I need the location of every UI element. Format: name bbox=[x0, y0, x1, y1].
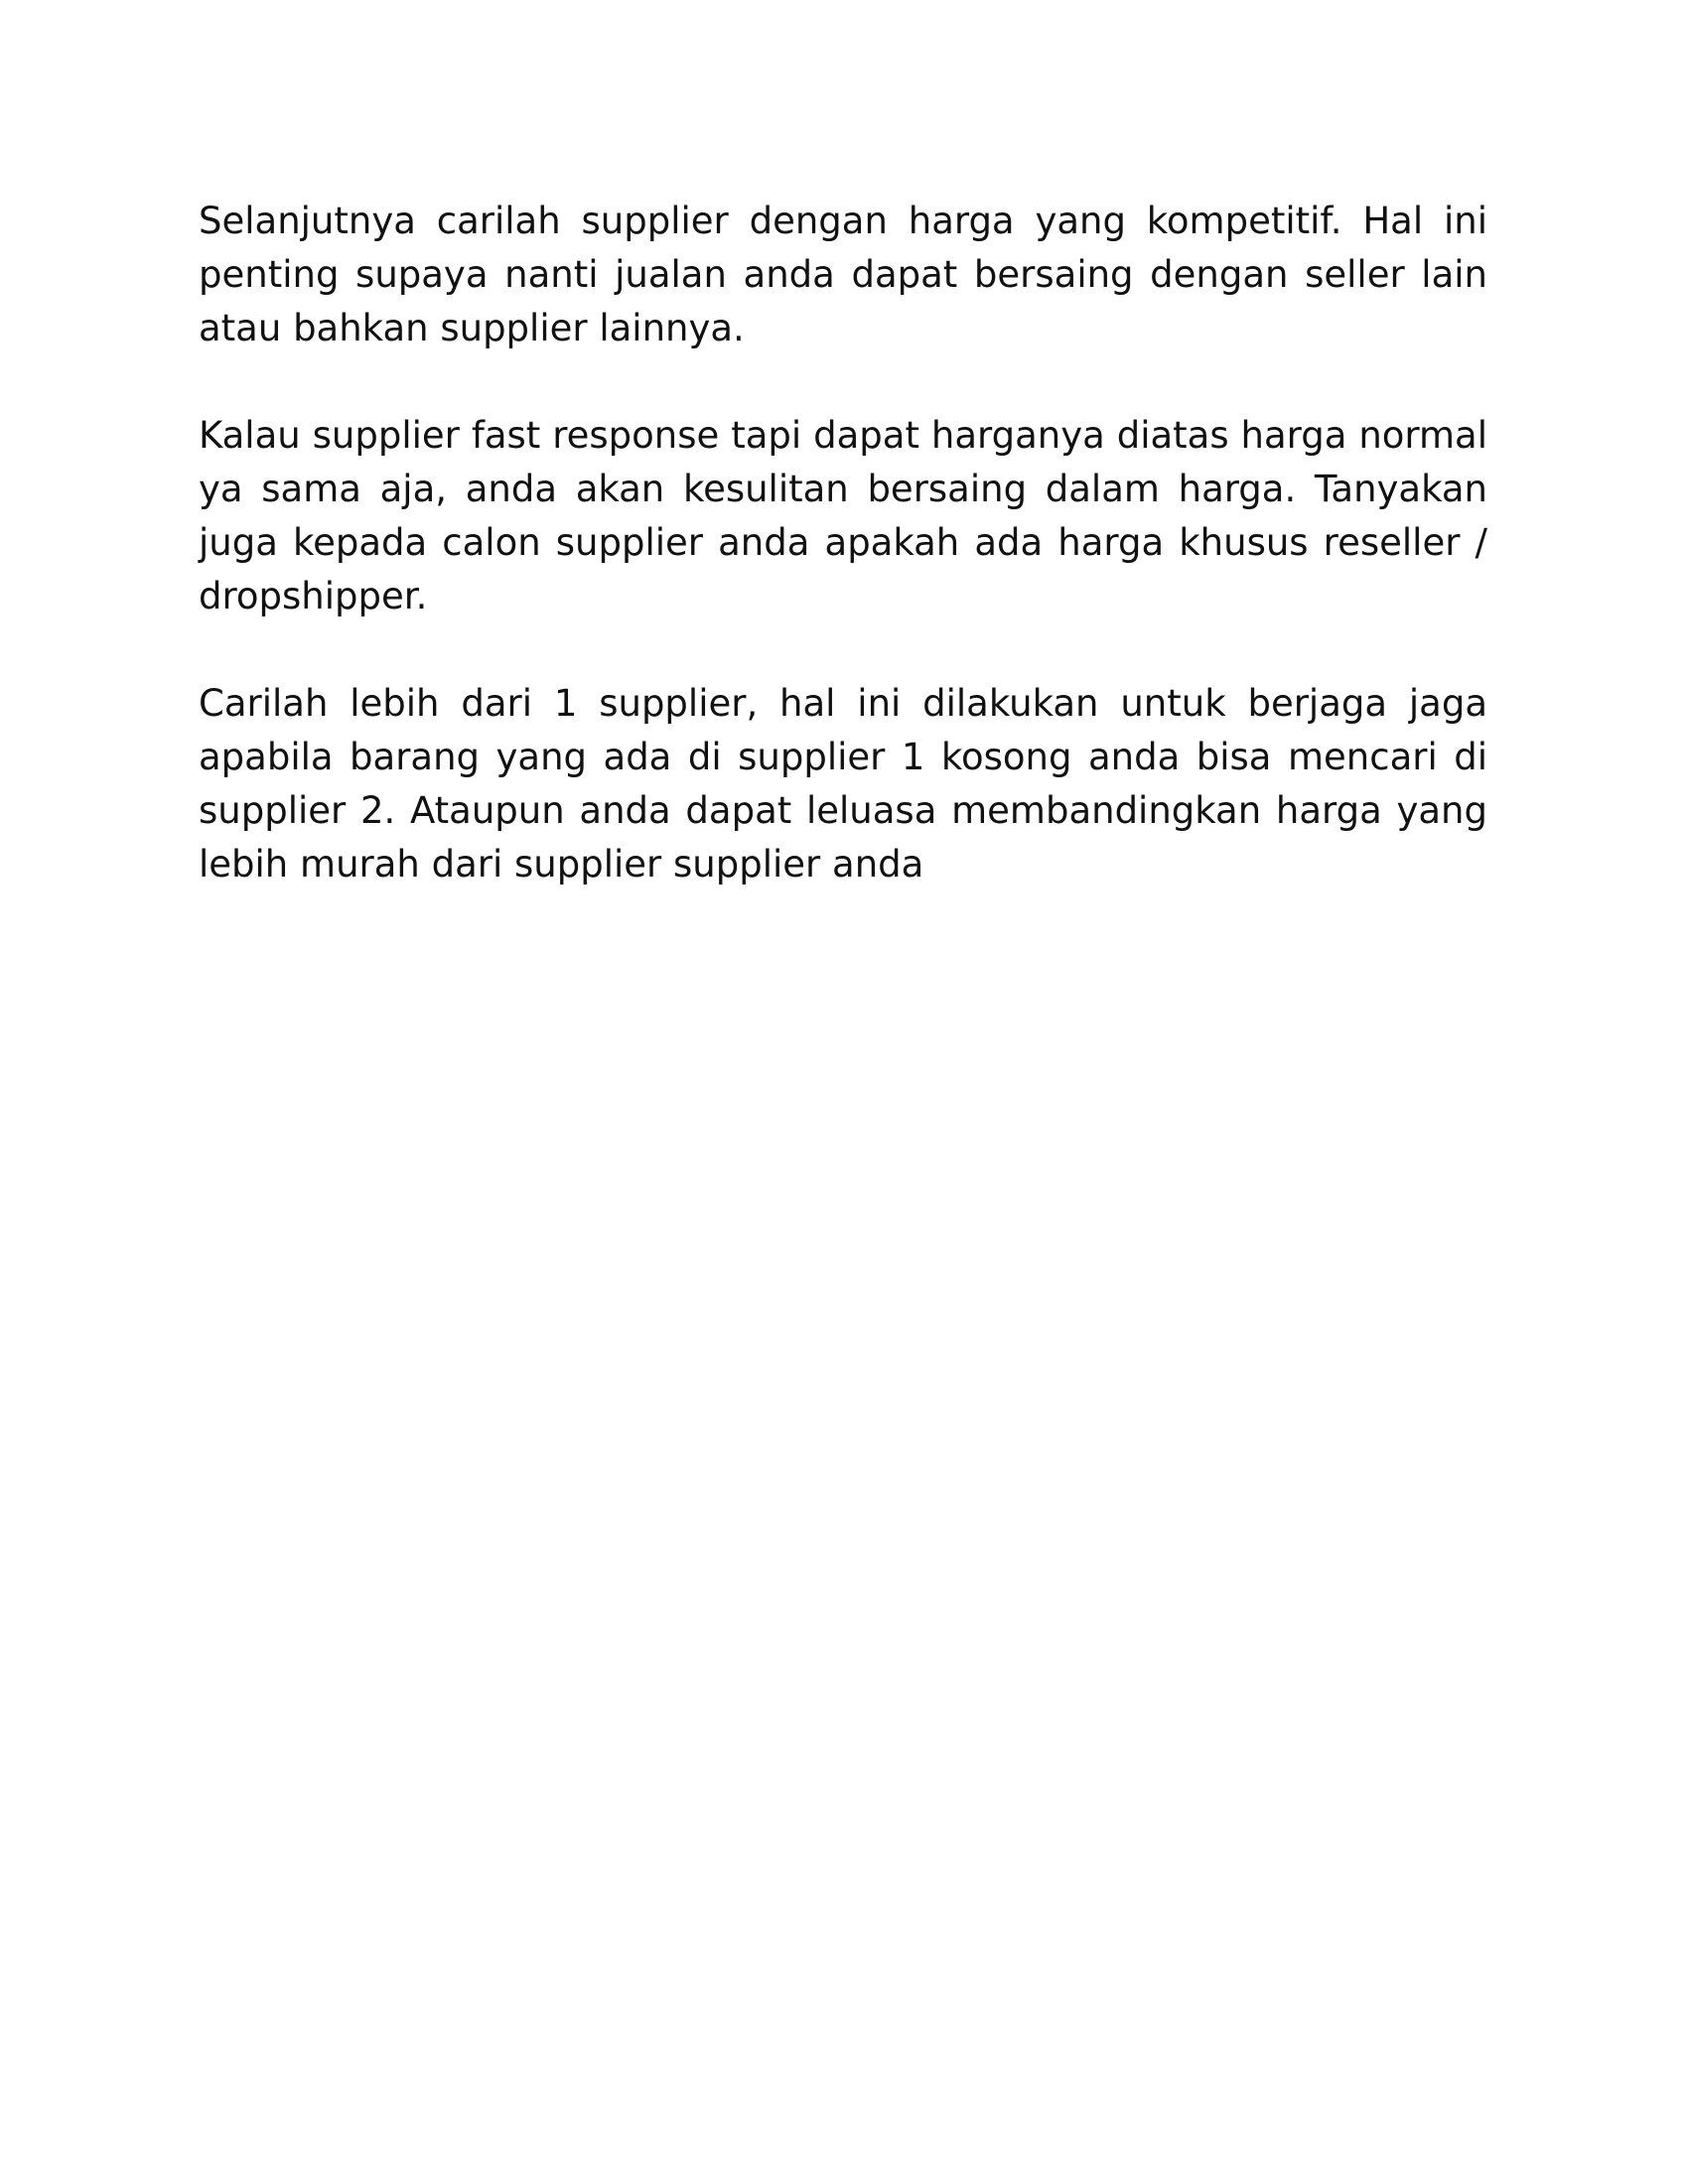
paragraph-3: Carilah lebih dari 1 supplier, hal ini dilakukan untuk berjaga jaga apabila barang yang ada di supplier 1 kosong anda bisa mencari di supplier 2. Ataupun anda dapat leluasa membandingkan harga yang lebih murah dari supplier supplier anda bbox=[199, 682, 1487, 886]
paragraph-1: Selanjutnya carilah supplier dengan harga yang kompetitif. Hal ini penting supaya nanti jualan anda dapat bersaing dengan seller lain atau bahkan supplier lainnya. bbox=[199, 200, 1487, 349]
paragraph-2: Kalau supplier fast response tapi dapat harganya diatas harga normal ya sama aja, anda akan kesulitan bersaing dalam harga. Tanyakan juga kepada calon supplier anda apakah ada harga khusus reseller / dropshipper. bbox=[199, 414, 1487, 617]
document-body bbox=[199, 195, 1487, 945]
